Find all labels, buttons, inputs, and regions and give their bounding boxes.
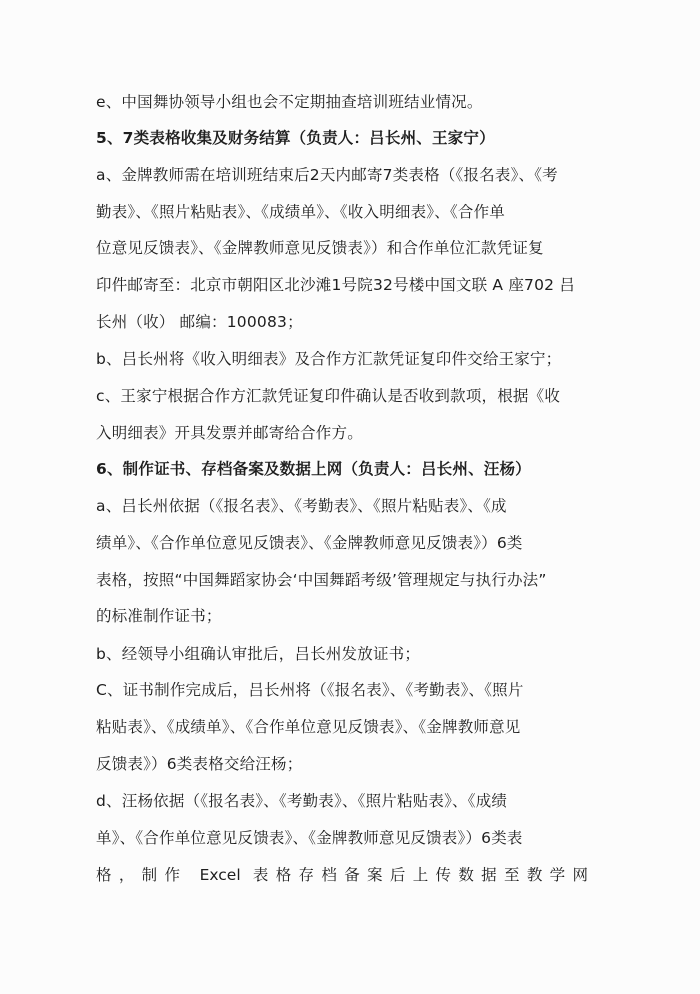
text-line-6a-2: 绩单》、《合作单位意见反馈表》、《金牌教师意见反馈表》）6类 — [96, 534, 523, 552]
text-line-6a-4: 的标准制作证书； — [96, 607, 222, 625]
text-line-6c-1: C、证书制作完成后，吕长州将（《报名表》、《考勤表》、《照片 — [96, 681, 524, 699]
text-line-6d-2: 单》、《合作单位意见反馈表》、《金牌教师意见反馈表》）6类表 — [96, 829, 523, 847]
text-line-6d-1: d、汪杨依据（《报名表》、《考勤表》、《照片粘贴表》、《成绩 — [96, 792, 508, 810]
text-line-6d-3: 格，制作 Excel 表格存档备案后上传数据至教学网 — [96, 866, 588, 884]
section-heading-6: 6、制作证书、存档备案及数据上网（负责人：吕长州、汪杨） — [96, 460, 531, 478]
text-line-6c-2: 粘贴表》、《成绩单》、《合作单位意见反馈表》、《金牌教师意见 — [96, 718, 521, 736]
text-line-5a-3: 位意见反馈表》、《金牌教师意见反馈表》）和合作单位汇款凭证复 — [96, 239, 544, 257]
text-line-6c-3: 反馈表》）6类表格交给汪杨； — [96, 755, 303, 773]
text-line-5c-2: 入明细表》开具发票并邮寄给合作方。 — [96, 424, 363, 442]
text-line-5a-5: 长州（收） 邮编：100083； — [96, 313, 303, 331]
text-line-5b: b、吕长州将《收入明细表》及合作方汇款凭证复印件交给王家宁； — [96, 350, 562, 368]
text-line-6b: b、经领导小组确认审批后，吕长州发放证书； — [96, 645, 421, 663]
text-line-e-spot-check: e、中国舞协领导小组也会不定期抽查培训班结业情况。 — [96, 93, 483, 111]
text-line-5a-4: 印件邮寄至：北京市朝阳区北沙滩1号院32号楼中国文联 A 座702 吕 — [96, 276, 576, 294]
text-line-5a-2: 勤表》、《照片粘贴表》、《成绩单》、《收入明细表》、《合作单 — [96, 203, 506, 221]
text-line-5a-1: a、金牌教师需在培训班结束后2天内邮寄7类表格（《报名表》、《考 — [96, 166, 558, 184]
text-line-6a-1: a、吕长州依据（《报名表》、《考勤表》、《照片粘贴表》、《成 — [96, 497, 507, 515]
section-heading-5: 5、7类表格收集及财务结算（负责人：吕长州、王家宁） — [96, 129, 495, 147]
text-line-5c-1: c、王家宁根据合作方汇款凭证复印件确认是否收到款项，根据《收 — [96, 387, 561, 405]
text-line-6a-3: 表格，按照“中国舞蹈家协会‘中国舞蹈考级’管理规定与执行办法” — [96, 571, 547, 589]
